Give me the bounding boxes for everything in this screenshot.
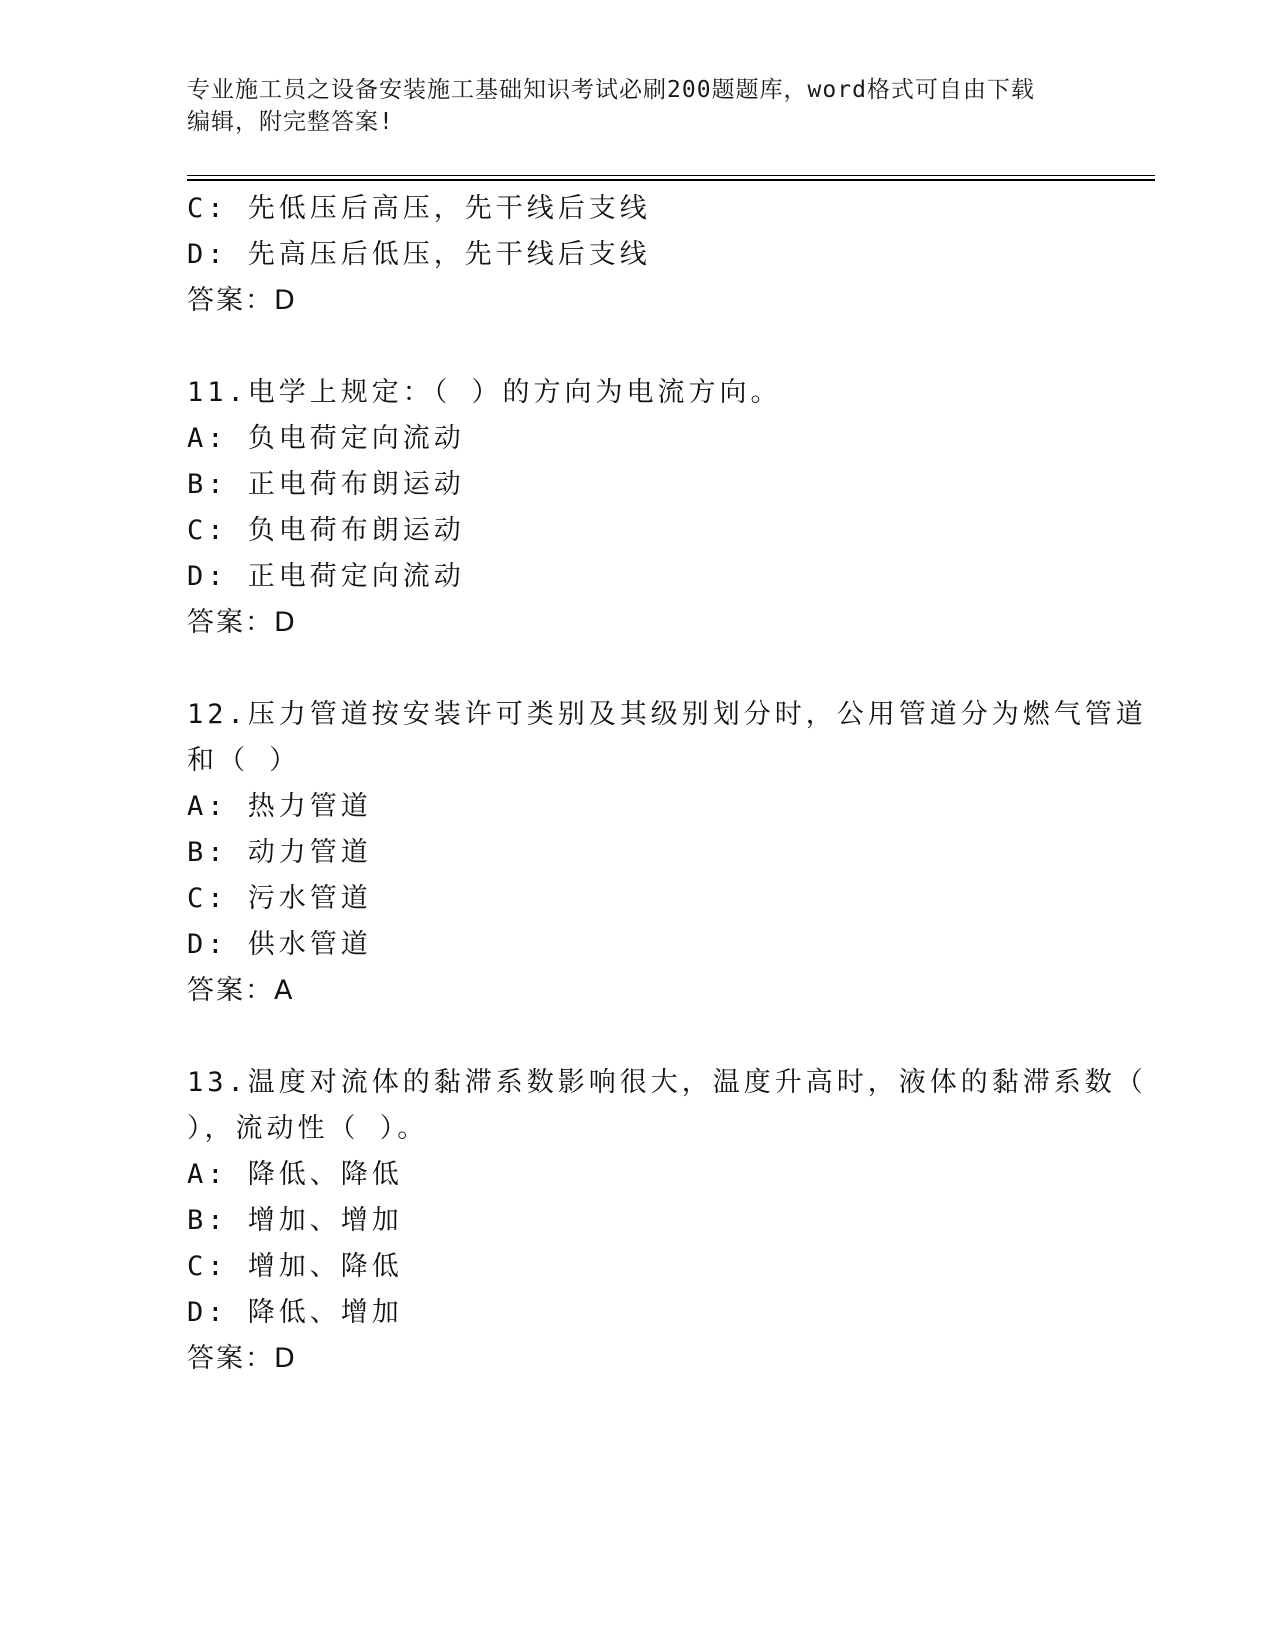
question-stem-line-2: ），流动性（ ）。 [187,1113,429,1144]
question-stem: 11.电学上规定：（ ）的方向为电流方向。 [187,377,782,408]
option-b: B: 动力管道 [187,837,372,868]
answer-line: 答案：D [187,607,297,638]
question-13-block [187,1060,1147,1382]
option-b: B: 正电荷布朗运动 [187,469,465,500]
document-header [187,74,1087,138]
option-b: B: 增加、增加 [187,1205,403,1236]
option-d: D: 正电荷定向流动 [187,561,465,592]
spacer [187,1014,1087,1060]
option-c: C: 污水管道 [187,883,372,914]
header-divider-thin [187,175,1155,176]
answer-line: 答案：A [187,975,295,1006]
option-a: A: 降低、降低 [187,1159,403,1190]
header-title-line-2: 编辑，附完整答案! [187,109,394,135]
question-stem-line-1: 13.温度对流体的黏滞系数影响很大，温度升高时，液体的黏滞系数（ [187,1067,1147,1098]
option-a: A: 负电荷定向流动 [187,423,465,454]
question-stem-line-1: 12.压力管道按安装许可类别及其级别划分时，公用管道分为燃气管道 [187,699,1147,730]
prev-question-block [187,186,1087,324]
question-11-block [187,370,1087,646]
question-content [187,186,1147,1382]
question-stem-line-2: 和（ ） [187,745,301,776]
spacer [187,324,1087,370]
header-divider-thick [187,179,1155,181]
option-c: C: 增加、降低 [187,1251,403,1282]
question-12-block [187,692,1147,1014]
answer-line: 答案：D [187,285,297,316]
option-a: A: 热力管道 [187,791,372,822]
option-d: D: 降低、增加 [187,1297,403,1328]
answer-line: 答案：D [187,1343,297,1374]
header-title-line-1: 专业施工员之设备安装施工基础知识考试必刷200题题库，word格式可自由下载 [187,77,1035,103]
option-c: C: 先低压后高压，先干线后支线 [187,193,651,224]
option-d: D: 供水管道 [187,929,372,960]
option-c: C: 负电荷布朗运动 [187,515,465,546]
option-d: D: 先高压后低压，先干线后支线 [187,239,651,270]
spacer [187,646,1087,692]
